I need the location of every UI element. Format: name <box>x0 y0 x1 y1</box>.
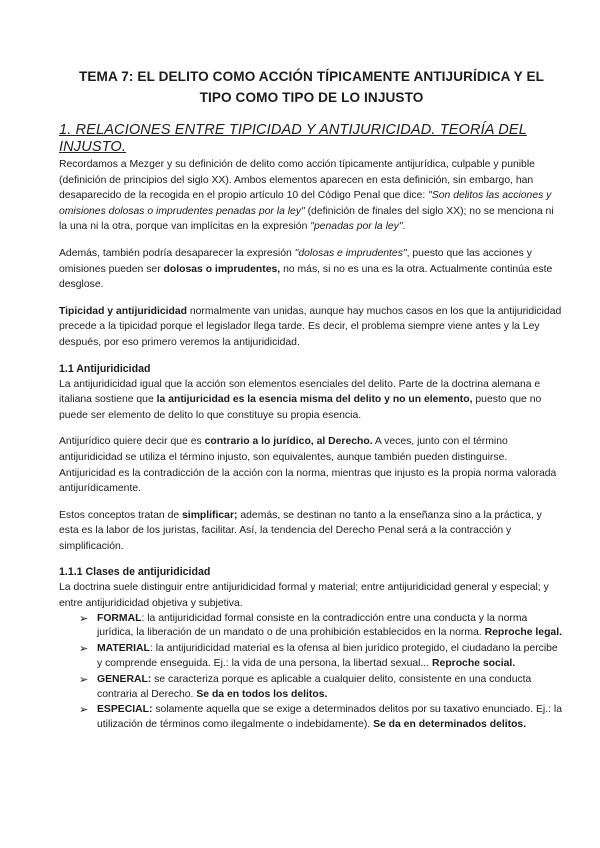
list-item: ➢ FORMAL: la antijuridicidad formal consiste en la contradicción entre una conducta y la norma jurídica, la liberación de un mandato o de una prohibición establecidos en la norma. Reproche legal. <box>79 612 562 639</box>
arrow-bullet-icon: ➢ <box>79 612 89 625</box>
list-item: ➢ ESPECIAL: solamente aquella que se exige a determinados delitos por su taxativo enunciado. Ej.: la utilización de términos como ilegalmente o indebidamente). Se da en determinados delitos. <box>79 704 562 731</box>
subsection-1-1-heading: 1.1 Antijuridicidad <box>59 362 151 375</box>
title-line-1: TEMA 7: EL DELITO COMO ACCIÓN TÍPICAMENTE ANTIJURÍDICA Y EL <box>78 69 545 84</box>
paragraph-tipicidad: Tipicidad y antijuridicidad normalmente van unidas, aunque hay muchos casos en los que la antijuridicidad precede a la tipicidad porque el legislador llega tarde. Es decir, el problema siempre viene antes y la Ley después, por eso primero veremos la antijuridicidad. <box>59 305 562 348</box>
paragraph-simplificar: Estos conceptos tratan de simplificar; además, se destinan no tanto a la enseñanza sino a la práctica, y esta es la labor de los juristas, facilitar. Así, la tendencia del Derecho Penal será a la contracción y simplificación. <box>59 509 542 552</box>
arrow-bullet-icon: ➢ <box>79 673 89 686</box>
paragraph-dolosas: Además, también podría desaparecer la expresión "dolosas e imprudentes", puesto que las acciones y omisiones pueden ser dolosas o imprudentes, no más, si no es una es la otra. Actualmente continúa este desglose. <box>59 247 553 291</box>
list-item: ➢ GENERAL: se caracteriza porque es aplicable a cualquier delito, consistente en una conducta contraria al Derecho. Se da en todos los delitos. <box>79 673 532 700</box>
section-1-heading: 1. RELACIONES ENTRE TIPICIDAD Y ANTIJURICIDAD. TEORÍA DEL INJUSTO. <box>59 122 527 155</box>
paragraph-mezger: Recordamos a Mezger y su definición de delito como acción típicamente antijurídica, culpable y punible (definición de principios del siglo XX). Ambos elementos aparecen en esta definición, sin embargo, han desaparecido de la recogida en el propio artículo 10 del Código Penal que dice: "Son delitos las acciones y omisiones dolosas o imprudentes penadas por la ley" (definición de finales del siglo XX); no se menciona ni la una ni la otra, porque van implícitas en la expresión "penadas por la ley". <box>59 159 554 233</box>
document-title <box>59 66 562 108</box>
list-item: ➢ MATERIAL: la antijuridicidad material es la ofensa al bien jurídico protegido, el ciudadano la percibe y comprende enseguida. Ej.: la vida de una persona, la libertad sexual... Reproche social. <box>79 643 558 670</box>
clases-list <box>59 612 562 733</box>
arrow-bullet-icon: ➢ <box>79 643 89 656</box>
paragraph-antijuridicidad: La antijuridicidad igual que la acción son elementos esenciales del delito. Parte de la doctrina alemana e italiana sostiene que la antijuricidad es la esencia misma del delito y no un elemento, puesto que no puede ser elemento de delito lo que constituye su propia esencia. <box>59 378 542 421</box>
paragraph-clases: La doctrina suele distinguir entre antijuridicidad formal y material; entre antijuridicidad general y especial; y entre antijuridicidad objetiva y subjetiva. <box>59 582 549 610</box>
title-line-2: TIPO COMO TIPO DE LO INJUSTO <box>199 90 424 105</box>
subsection-1-1-1-heading: 1.1.1 Clases de antijuridicidad <box>59 566 211 579</box>
arrow-bullet-icon: ➢ <box>79 704 89 717</box>
paragraph-antijuridico: Antijurídico quiere decir que es contrario a lo jurídico, al Derecho. A veces, junto con el término antijuridicidad se utiliza el término injusto, son equivalentes, aunque también pueden distinguirse. Antijuricidad es la contradicción de la acción con la norma, mientras que injusto es la propia norma valorada antijurídicamente. <box>59 436 557 495</box>
